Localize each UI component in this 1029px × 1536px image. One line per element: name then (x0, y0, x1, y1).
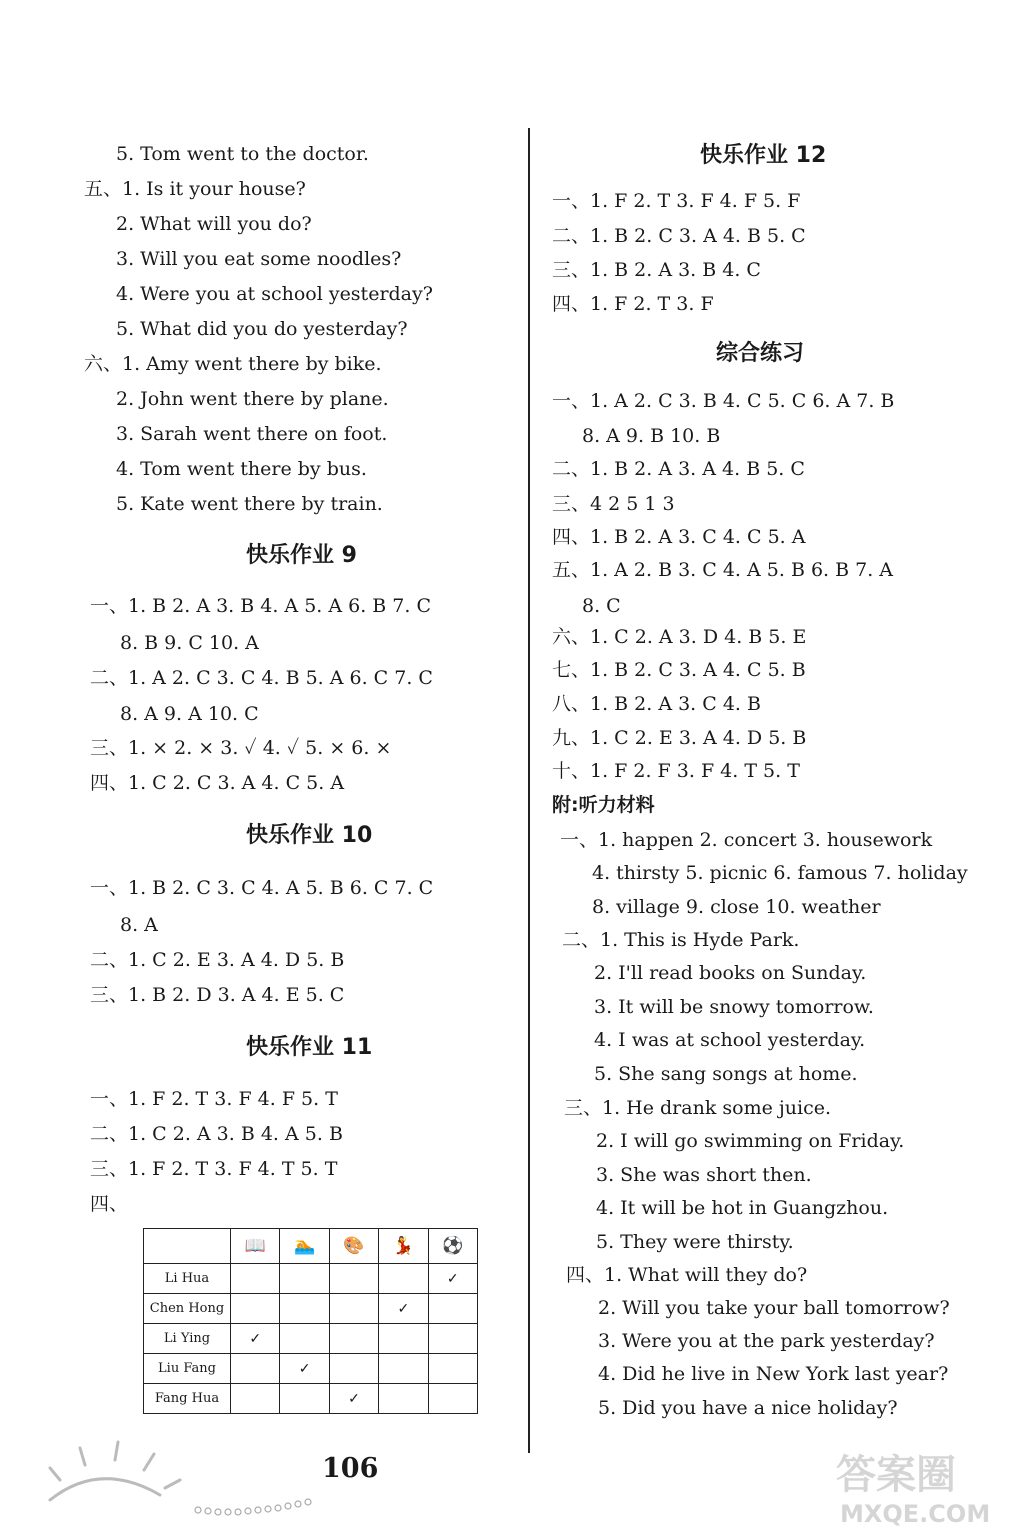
playing-icon: ⚽ (428, 1229, 477, 1264)
left-line: 三、1. F 2. T 3. F 4. T 5. T (90, 1158, 338, 1180)
row-name: Li Ying (144, 1324, 231, 1354)
drawing-icon: 🎨 (329, 1229, 378, 1264)
left-line: 8. B 9. C 10. A (120, 632, 259, 654)
right-line: 2. Will you take your ball tomorrow? (598, 1297, 950, 1319)
section-heading: 综合练习 (716, 341, 805, 366)
table-row (144, 1264, 478, 1294)
right-line: 一、1. F 2. T 3. F 4. F 5. F (552, 190, 801, 212)
right-line: 5. They were thirsty. (596, 1231, 794, 1253)
left-line: 二、1. A 2. C 3. C 4. B 5. A 6. C 7. C (90, 667, 433, 689)
row-name: Liu Fang (144, 1354, 231, 1384)
check-cell (379, 1354, 428, 1384)
left-line: 一、1. B 2. C 3. C 4. A 5. B 6. C 7. C (90, 877, 434, 899)
check-cell (329, 1354, 378, 1384)
table-row (144, 1384, 478, 1414)
check-cell (379, 1324, 428, 1354)
check-cell (428, 1354, 477, 1384)
check-cell (280, 1264, 329, 1294)
left-line: 4. Were you at school yesterday? (116, 283, 433, 305)
check-cell (428, 1324, 477, 1354)
sun-decoration-icon (40, 1440, 330, 1530)
left-line: 三、1. B 2. D 3. A 4. E 5. C (90, 984, 345, 1006)
check-cell (231, 1264, 280, 1294)
left-line: 六、1. Amy went there by bike. (84, 353, 382, 375)
right-line: 四、1. F 2. T 3. F (552, 293, 714, 315)
left-line: 三、1. × 2. × 3. ✓ 4. ✓ 5. × 6. × (90, 737, 392, 759)
left-line: 一、1. F 2. T 3. F 4. F 5. T (90, 1088, 338, 1110)
table-row (144, 1324, 478, 1354)
left-line: 一、1. B 2. A 3. B 4. A 5. A 6. B 7. C (90, 595, 431, 617)
watermark-logo (832, 1448, 1022, 1528)
right-line: 4. Did he live in New York last year? (598, 1363, 949, 1385)
check-cell: ✓ (379, 1294, 428, 1324)
right-line: 二、1. This is Hyde Park. (562, 929, 800, 951)
right-line: 8. A 9. B 10. B (582, 425, 721, 447)
left-line: 3. Sarah went there on foot. (116, 423, 388, 445)
right-line: 八、1. B 2. A 3. C 4. B (552, 693, 761, 715)
left-line: 5. Tom went to the doctor. (116, 143, 369, 165)
check-cell: ✓ (280, 1354, 329, 1384)
right-line: 七、1. B 2. C 3. A 4. C 5. B (552, 659, 806, 681)
section-heading: 快乐作业 9 (246, 543, 357, 568)
table-row (144, 1354, 478, 1384)
right-line: 8. village 9. close 10. weather (592, 896, 881, 918)
check-cell (428, 1384, 477, 1414)
check-cell (231, 1294, 280, 1324)
right-line: 2. I'll read books on Sunday. (594, 962, 867, 984)
section-heading: 快乐作业 10 (246, 823, 373, 848)
check-cell (379, 1264, 428, 1294)
swimming-icon: 🏊 (280, 1229, 329, 1264)
right-line: 5. Did you have a nice holiday? (598, 1397, 898, 1419)
right-line: 十、1. F 2. F 3. F 4. T 5. T (552, 760, 800, 782)
right-line: 4. It will be hot in Guangzhou. (596, 1197, 889, 1219)
right-line: 一、1. A 2. C 3. B 4. C 5. C 6. A 7. B (552, 390, 895, 412)
check-cell (329, 1264, 378, 1294)
check-cell (329, 1324, 378, 1354)
dancing-icon: 💃 (379, 1229, 428, 1264)
check-cell (428, 1294, 477, 1324)
right-line: 2. I will go swimming on Friday. (596, 1130, 905, 1152)
left-line: 5. What did you do yesterday? (116, 318, 408, 340)
check-cell (280, 1324, 329, 1354)
left-line: 2. What will you do? (116, 213, 312, 235)
right-line: 五、1. A 2. B 3. C 4. A 5. B 6. B 7. A (552, 559, 893, 581)
left-line: 4. Tom went there by bus. (116, 458, 367, 480)
left-line: 五、1. Is it your house? (84, 178, 306, 200)
left-line: 二、1. C 2. E 3. A 4. D 5. B (90, 949, 345, 971)
section-heading: 快乐作业 11 (246, 1035, 373, 1060)
listening-materials-heading: 附:听力材料 (552, 794, 655, 816)
check-cell (329, 1294, 378, 1324)
right-line: 四、1. B 2. A 3. C 4. C 5. A (552, 526, 806, 548)
row-name: Fang Hua (144, 1384, 231, 1414)
check-cell: ✓ (329, 1384, 378, 1414)
right-line: 二、1. B 2. C 3. A 4. B 5. C (552, 225, 806, 247)
left-line: 5. Kate went there by train. (116, 493, 383, 515)
check-cell (231, 1354, 280, 1384)
check-cell (231, 1384, 280, 1414)
left-line: 二、1. C 2. A 3. B 4. A 5. B (90, 1123, 343, 1145)
right-line: 4. I was at school yesterday. (594, 1029, 866, 1051)
left-line: 四、 (90, 1193, 129, 1215)
activity-check-table (143, 1228, 478, 1414)
check-cell: ✓ (428, 1264, 477, 1294)
section-heading: 快乐作业 12 (700, 143, 827, 168)
right-line: 一、1. happen 2. concert 3. housework (560, 829, 933, 851)
reading-icon: 📖 (231, 1229, 280, 1264)
right-line: 3. It will be snowy tomorrow. (594, 996, 874, 1018)
right-line: 3. Were you at the park yesterday? (598, 1330, 935, 1352)
right-line: 8. C (582, 595, 621, 617)
right-line: 三、1. He drank some juice. (564, 1097, 832, 1119)
left-line: 四、1. C 2. C 3. A 4. C 5. A (90, 772, 345, 794)
left-line: 3. Will you eat some noodles? (116, 248, 402, 270)
left-line: 8. A 9. A 10. C (120, 703, 259, 725)
row-name: Chen Hong (144, 1294, 231, 1324)
right-line: 三、4 2 5 1 3 (552, 493, 675, 515)
right-line: 3. She was short then. (596, 1164, 812, 1186)
right-line: 三、1. B 2. A 3. B 4. C (552, 259, 761, 281)
check-cell: ✓ (231, 1324, 280, 1354)
right-line: 九、1. C 2. E 3. A 4. D 5. B (552, 727, 807, 749)
right-line: 二、1. B 2. A 3. A 4. B 5. C (552, 458, 805, 480)
page-number: 106 (322, 1453, 379, 1484)
watermark-title: 答案圈 (836, 1452, 956, 1498)
left-line: 2. John went there by plane. (116, 388, 389, 410)
check-cell (280, 1384, 329, 1414)
right-line: 5. She sang songs at home. (594, 1063, 858, 1085)
left-line: 8. A (120, 914, 158, 936)
right-line: 六、1. C 2. A 3. D 4. B 5. E (552, 626, 807, 648)
row-name: Li Hua (144, 1264, 231, 1294)
check-cell (280, 1294, 329, 1324)
table-corner-cell (144, 1229, 231, 1264)
table-header-row (144, 1229, 478, 1264)
check-cell (379, 1384, 428, 1414)
right-line: 4. thirsty 5. picnic 6. famous 7. holiday (592, 862, 968, 884)
right-line: 四、1. What will they do? (566, 1264, 808, 1286)
table-row (144, 1294, 478, 1324)
column-divider (528, 128, 530, 1453)
watermark-domain: MXQE.COM (840, 1500, 991, 1528)
